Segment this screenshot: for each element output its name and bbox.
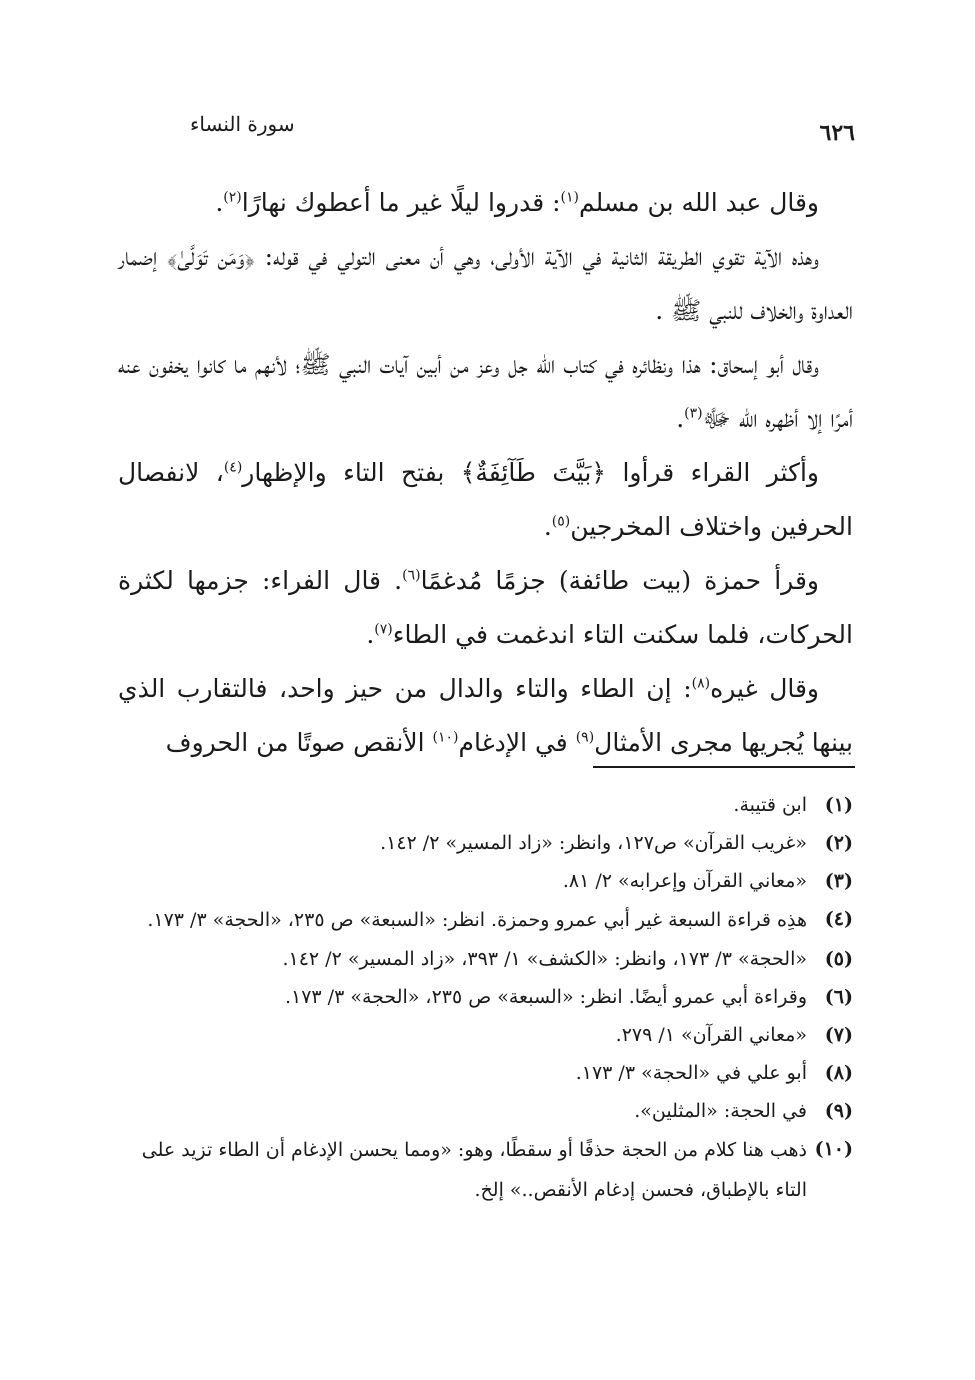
text-run: : إن الطاء والتاء والدال من حيز واحد، فالتقارب الذي بينها يُجريها مجرى الأمثال: [118, 674, 853, 757]
text-run: وقال أبو إسحاق: هذا ونظائره في كتاب الله جل وعز من أبين آيات النبي ﷺ؛ لأنهم ما كانوا يخفون عنه أمرًا إلا أظهره الله ﷻ: [118, 350, 853, 433]
footnote-item: [118, 1092, 853, 1130]
footnote-item: [118, 940, 853, 978]
footnote-item: [118, 862, 853, 900]
footnote-number: (٦): [824, 986, 853, 1008]
paragraph-6: [118, 662, 853, 770]
footnote-number: (٧): [824, 1024, 853, 1046]
text-run: .: [366, 620, 375, 649]
paragraph-5: [118, 554, 853, 662]
page-number: ٦٢٦: [819, 120, 855, 146]
quran-verse: ﴿وَمَن تَوَلَّىٰ﴾: [167, 242, 255, 271]
text-run: .: [215, 188, 224, 217]
main-text: [118, 176, 853, 770]
footnote-ref-2[interactable]: (٢): [223, 189, 242, 206]
footnote-item: [118, 1016, 853, 1054]
footnote-text: في الحجة: «المثلين».: [634, 1100, 807, 1122]
footnote-item: [118, 1130, 853, 1210]
text-run: وهذه الآية تقوي الطريقة الثانية في الآية الأولى، وهي أن معنى التولي في قوله:: [254, 242, 819, 271]
footnote-number: (١٠): [814, 1138, 853, 1160]
text-run: وقال عبد الله بن مسلم: [578, 188, 819, 217]
footnote-item: [118, 978, 853, 1016]
text-run: إضمار العداوة والخلاف للنبي ﷺ .: [118, 242, 853, 325]
footnote-text: أبو علي في «الحجة» ٣/ ١٧٣.: [575, 1062, 807, 1084]
footnote-divider: [593, 766, 855, 768]
footnote-ref-3[interactable]: (٣): [684, 405, 703, 422]
page-header: [110, 112, 855, 152]
paragraph-3: [118, 338, 853, 446]
text-run: بفتح التاء والإظهار: [242, 458, 461, 487]
footnote-number: (٢): [824, 832, 853, 854]
text-run: الأنقص صوتًا من الحروف: [165, 728, 433, 757]
footnote-ref-10[interactable]: (١٠): [432, 729, 459, 746]
text-run: في الإدغام: [458, 728, 576, 757]
paragraph-2: [118, 230, 853, 338]
footnote-ref-8[interactable]: (٨): [691, 675, 711, 692]
footnote-ref-5[interactable]: (٥): [551, 513, 571, 530]
footnote-number: (٥): [824, 948, 853, 970]
footnote-text: «معاني القرآن وإعرابه» ٢/ ٨١.: [562, 870, 807, 892]
quran-verse: ﴿بَيَّتَ طَآئِفَةٌ﴾: [460, 458, 607, 487]
text-run: ، لانفصال الحرفين واختلاف المخرجين: [118, 458, 853, 541]
footnote-text: وقراءة أبي عمرو أيضًا. انظر: «السبعة» ص ٢٣٥، «الحجة» ٣/ ١٧٣.: [284, 986, 807, 1008]
footnote-item: [118, 786, 853, 824]
footnote-number: (٩): [824, 1100, 853, 1122]
paragraph-1: [118, 176, 853, 230]
footnote-text: ابن قتيبة.: [733, 794, 807, 816]
running-title: سورة النساء: [190, 112, 295, 136]
text-run: وقال غيره: [710, 674, 819, 703]
footnote-text: «معاني القرآن» ١/ ٢٧٩.: [615, 1024, 807, 1046]
footnote-number: (١): [824, 794, 853, 816]
text-run: وأكثر القراء قرأوا: [606, 458, 819, 487]
footnote-item: [118, 1054, 853, 1092]
footnote-number: (٨): [824, 1062, 853, 1084]
paragraph-4: [118, 446, 853, 554]
text-run: .: [543, 512, 552, 541]
footnotes: [118, 786, 853, 1210]
footnote-text: «غريب القرآن» ص١٢٧، وانظر: «زاد المسير» ٢/ ١٤٢.: [380, 832, 807, 854]
footnote-item: [118, 824, 853, 862]
footnote-ref-6[interactable]: (٦): [402, 567, 421, 584]
footnote-item: [118, 900, 853, 940]
text-run: : قدروا ليلًا غير ما أعطوك نهارًا: [241, 188, 561, 217]
footnote-text: ذهب هنا كلام من الحجة حذفًا أو سقطًا، وهو: «ومما يحسن الإدغام أن الطاء تزيد على التاء بالإطباق، فحسن إدغام الأنقص..» إلخ.: [141, 1139, 807, 1201]
text-run: وقرأ حمزة (بيت طائفة) جزمًا مُدغمًا: [420, 566, 819, 595]
text-run: .: [676, 404, 685, 433]
footnote-ref-1[interactable]: (١): [560, 189, 579, 206]
footnote-ref-4[interactable]: (٤): [223, 459, 243, 476]
footnote-ref-7[interactable]: (٧): [374, 621, 393, 638]
footnote-number: (٣): [824, 870, 853, 892]
footnote-ref-9[interactable]: (٩): [575, 729, 595, 746]
footnote-text: هذِه قراءة السبعة غير أبي عمرو وحمزة. انظر: «السبعة» ص ٢٣٥، «الحجة» ٣/ ١٧٣.: [147, 909, 807, 931]
text-run: . قال الفراء: جزمها لكثرة الحركات، فلما سكنت التاء اندغمت في الطاء: [118, 566, 853, 649]
footnote-number: (٤): [824, 908, 853, 930]
footnote-text: «الحجة» ٣/ ١٧٣، وانظر: «الكشف» ١/ ٣٩٣، «زاد المسير» ٢/ ١٤٢.: [282, 948, 807, 970]
